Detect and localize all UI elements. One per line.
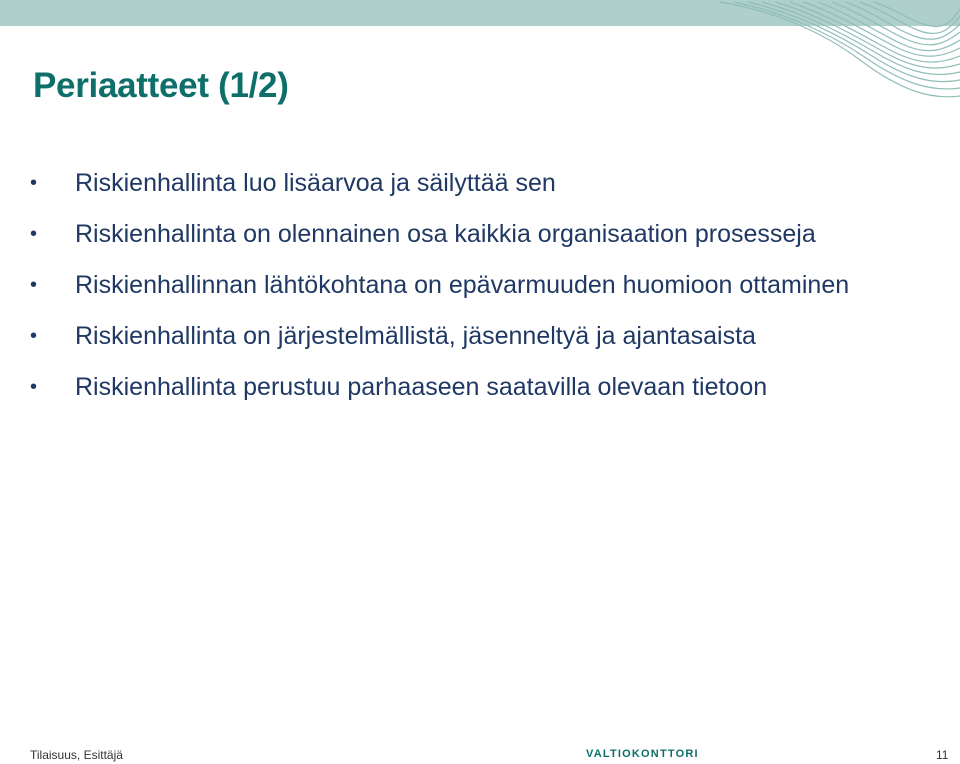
bullet-item xyxy=(28,268,888,302)
bullet-glyph: • xyxy=(30,223,38,245)
page-number: 11 xyxy=(936,748,949,762)
bullet-item xyxy=(28,319,888,353)
bullet-glyph: • xyxy=(30,325,38,347)
bullet-text: Riskienhallinnan lähtökohtana on epävarmuuden huomioon ottaminen xyxy=(75,271,850,299)
slide-title: Periaatteet (1/2) xyxy=(33,66,289,105)
bullet-item xyxy=(28,166,888,200)
valtiokonttori-logo: VALTIOKONTTORI xyxy=(586,748,699,760)
bullet-glyph: • xyxy=(30,172,38,194)
bullet-text: Riskienhallinta luo lisäarvoa ja säilyttää sen xyxy=(75,169,556,197)
bullet-list xyxy=(28,166,888,421)
bullet-glyph: • xyxy=(30,376,38,398)
bullet-text: Riskienhallinta on järjestelmällistä, jäsenneltyä ja ajantasaista xyxy=(75,322,756,350)
footer-presenter-info: Tilaisuus, Esittäjä xyxy=(30,748,123,762)
decorative-wave-lines xyxy=(700,0,960,110)
bullet-text: Riskienhallinta on olennainen osa kaikkia organisaation prosesseja xyxy=(75,220,816,248)
bullet-glyph: • xyxy=(30,274,38,296)
bullet-item xyxy=(28,370,888,404)
bullet-text: Riskienhallinta perustuu parhaaseen saatavilla olevaan tietoon xyxy=(75,373,768,401)
bullet-item xyxy=(28,217,888,251)
